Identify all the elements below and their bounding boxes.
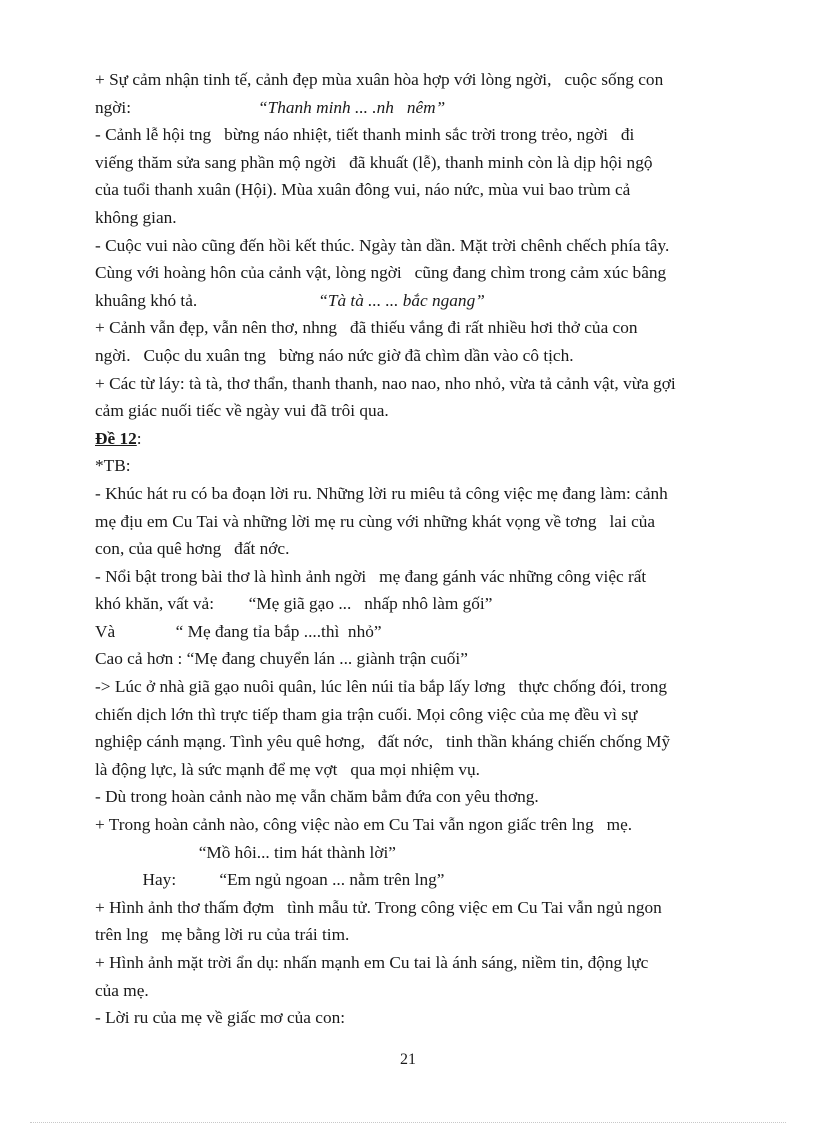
text-line: trên lng mẹ bằng lời ru của trái tim. — [95, 925, 350, 945]
text-line: viếng thăm sửa sang phần mộ ngời đã khuất (lễ), thanh minh còn là dịp hội ngộ — [95, 152, 653, 172]
text-line: ngời. Cuộc du xuân tng bừng náo nức giờ đã chìm dần vào cô tịch. — [95, 345, 574, 365]
text-line: - Lời ru của mẹ về giấc mơ của con: — [95, 1008, 346, 1028]
text-line: không gian. — [95, 207, 177, 227]
text-line: + Hình ảnh mặt trời ẩn dụ: nhấn mạnh em Cu tai là ánh sáng, niềm tin, động lực — [95, 953, 649, 972]
text-line: *TB: — [95, 456, 131, 476]
line-text: khuâng khó tả. — [95, 290, 198, 310]
text-line: con, của quê hơng đất nớc. — [95, 539, 290, 559]
text-line: khó khăn, vất vả: “Mẹ giã gạo ... nhấp nhô làm gối” — [95, 594, 493, 614]
text-line: + Trong hoàn cảnh nào, công việc nào em Cu Tai vẫn ngon giấc trên lng mẹ. — [95, 815, 633, 835]
text-line: Và “ Mẹ đang tỉa bắp ....thì nhỏ” — [95, 621, 382, 641]
text-line: cảm giác nuối tiếc về ngày vui đã trôi qua. — [95, 401, 389, 421]
text-line: - Khúc hát ru có ba đoạn lời ru. Những lời ru miêu tả công việc mẹ đang làm: cảnh — [95, 483, 668, 503]
line-text: ngời: — [95, 97, 132, 117]
poem-quote: “Tà tà ... ... bắc ngang” — [318, 290, 485, 310]
text-line: của tuổi thanh xuân (Hội). Mùa xuân đông vui, náo nức, mùa vui bao trùm cả — [95, 180, 631, 200]
text-line: “Mồ hôi... tim hát thành lời” — [95, 842, 396, 862]
section-heading: Đề 12 — [95, 428, 137, 448]
text-line: + Hình ảnh thơ thấm đợm tình mẫu tử. Trong công việc em Cu Tai vẫn ngủ ngon — [95, 897, 662, 917]
text-line: -> Lúc ở nhà giã gạo nuôi quân, lúc lên núi tỉa bắp lấy lơng thực chống đói, trong — [95, 677, 668, 697]
text-line: Hay: “Em ngủ ngoan ... nằm trên lng” — [95, 870, 445, 890]
text-line: - Cuộc vui nào cũng đến hồi kết thúc. Ngày tàn dần. Mặt trời chênh chếch phía tây. — [95, 235, 670, 255]
text-line: - Dù trong hoàn cảnh nào mẹ vẫn chăm bẳm đứa con yêu thơng. — [95, 787, 539, 807]
text-line: - Nổi bật trong bài thơ là hình ảnh ngời mẹ đang gánh vác những công việc rất — [95, 566, 647, 586]
text-line: + Sự cảm nhận tinh tế, cảnh đẹp mùa xuân hòa hợp với lòng ngời, cuộc sống con — [95, 70, 664, 89]
page-number: 21 — [400, 1051, 416, 1068]
text-line: của mẹ. — [95, 980, 149, 1000]
text-line: Cùng với hoàng hôn của cảnh vật, lòng ngời cũng đang chìm trong cảm xúc bâng — [95, 263, 667, 283]
text-line: nghiệp cánh mạng. Tình yêu quê hơng, đất nớc, tinh thần kháng chiến chống Mỹ — [95, 732, 671, 752]
document-body — [95, 66, 727, 1032]
text-line: Cao cả hơn : “Mẹ đang chuyển lán ... giành trận cuối” — [95, 649, 468, 669]
text-line: + Các từ láy: tà tà, thơ thẩn, thanh thanh, nao nao, nho nhỏ, vừa tả cảnh vật, vừa gợi — [95, 373, 676, 393]
text-line: - Cảnh lễ hội tng bừng náo nhiệt, tiết thanh minh sắc trời trong trẻo, ngời đi — [95, 125, 635, 145]
text-line: là động lực, là sức mạnh để mẹ vợt qua mọi nhiệm vụ. — [95, 759, 480, 779]
poem-quote: “Thanh minh ... .nh nêm” — [258, 97, 446, 117]
text-line — [95, 287, 727, 315]
text-line: chiến dịch lớn thì trực tiếp tham gia trận cuối. Mọi công việc của mẹ đều vì sự — [95, 704, 638, 724]
text-line: mẹ địu em Cu Tai và những lời mẹ ru cùng với những khát vọng về tơng lai của — [95, 511, 656, 531]
text-line — [95, 94, 727, 122]
section-heading-line — [95, 425, 727, 453]
text-line: + Cảnh vẫn đẹp, vẫn nên thơ, nhng đã thiếu vắng đi rất nhiều hơi thở của con — [95, 318, 638, 338]
heading-suffix: : — [136, 428, 142, 448]
